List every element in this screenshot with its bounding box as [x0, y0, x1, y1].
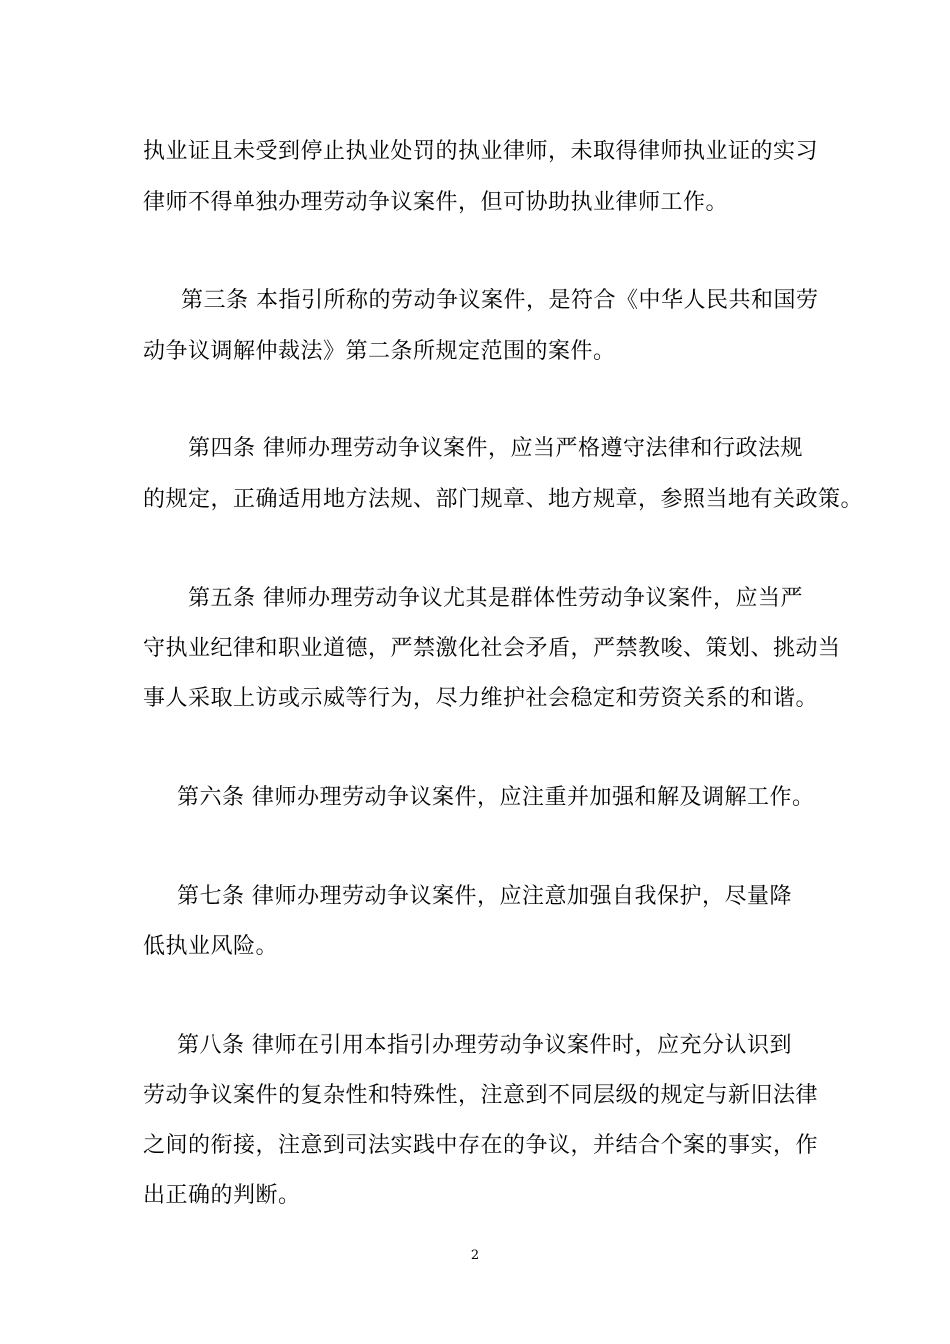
article-4-line-2: 的规定，正确适用地方法规、部门规章、地方规章，参照当地有关政策。 [143, 487, 864, 512]
paragraph-1-line-2: 律师不得单独办理劳动争议案件，但可协助执业律师工作。 [143, 190, 729, 215]
article-5-line-1: 第五条 律师办理劳动争议尤其是群体性劳动争议案件，应当严 [188, 586, 803, 611]
article-3-line-2: 动争议调解仲裁法》第二条所规定范围的案件。 [143, 339, 616, 364]
article-8-line-1: 第八条 律师在引用本指引办理劳动争议案件时，应充分认识到 [177, 1033, 792, 1058]
article-6-line-1: 第六条 律师办理劳动争议案件，应注重并加强和解及调解工作。 [177, 785, 815, 810]
article-5-line-3: 事人采取上访或示威等行为，尽力维护社会稳定和劳资关系的和谐。 [143, 686, 819, 711]
article-5-line-2: 守执业纪律和职业道德，严禁激化社会矛盾，严禁教唆、策划、挑动当 [143, 636, 841, 661]
article-8-line-2: 劳动争议案件的复杂性和特殊性，注意到不同层级的规定与新旧法律 [143, 1083, 819, 1108]
article-3-line-1: 第三条 本指引所称的劳动争议案件，是符合《中华人民共和国劳 [181, 288, 819, 313]
article-7-line-1: 第七条 律师办理劳动争议案件，应注意加强自我保护，尽量降 [177, 884, 792, 909]
article-8-line-3: 之间的衔接，注意到司法实践中存在的争议，并结合个案的事实，作 [143, 1133, 819, 1158]
article-8-line-4: 出正确的判断。 [143, 1183, 301, 1208]
paragraph-1-line-1: 执业证且未受到停止执业处罚的执业律师，未取得律师执业证的实习 [143, 139, 819, 164]
article-4-line-1: 第四条 律师办理劳动争议案件，应当严格遵守法律和行政法规 [188, 436, 803, 461]
article-7-line-2: 低执业风险。 [143, 934, 279, 959]
page-number: 2 [470, 1248, 480, 1263]
